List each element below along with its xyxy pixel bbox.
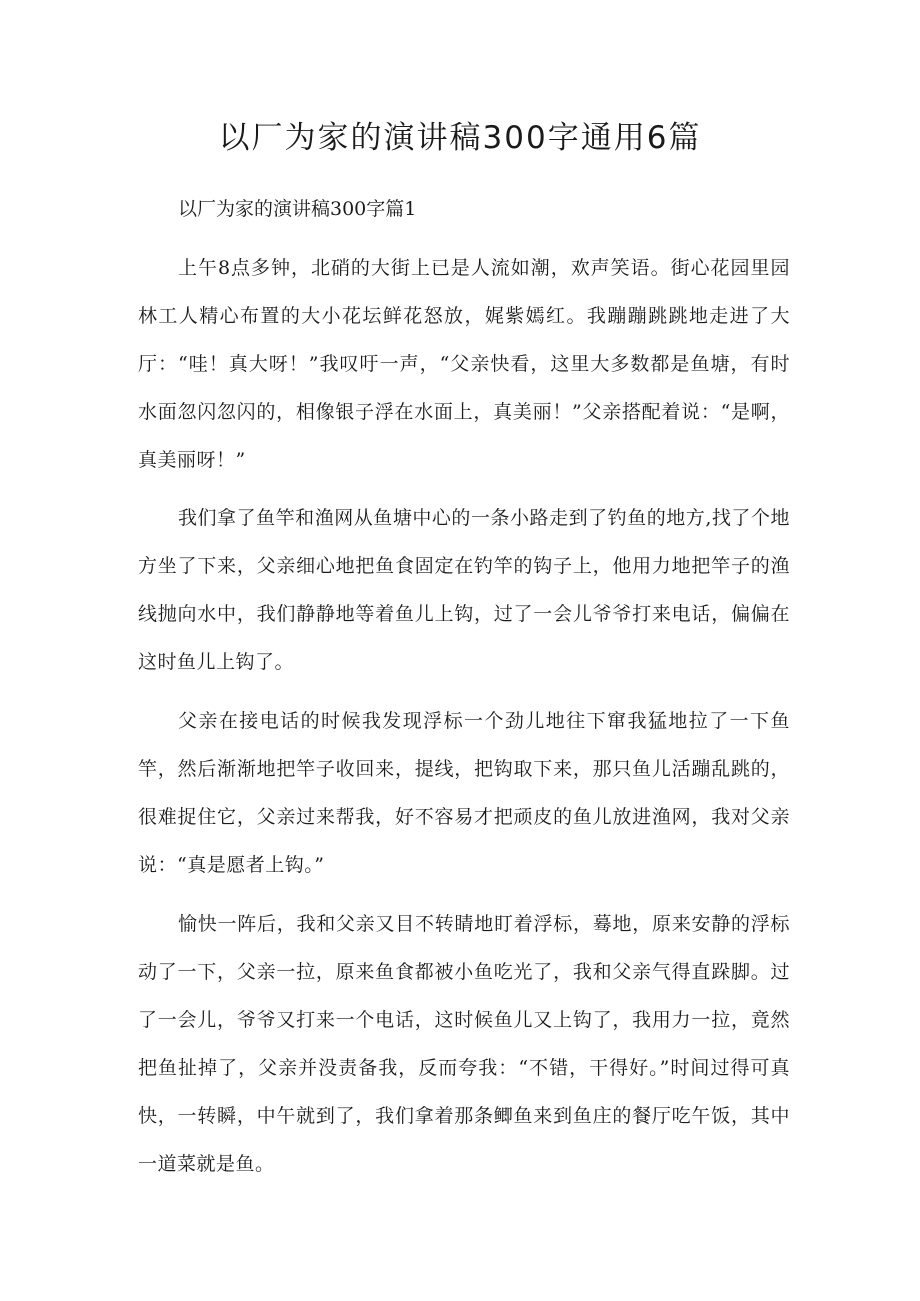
document-title: 以厂为家的演讲稿300字通用6篇 [218, 120, 702, 156]
paragraph-3: 父亲在接电话的时候我发现浮标一个劲儿地往下窜我猛地拉了一下鱼竿，然后渐渐地把竿子收回来，提线，把钩取下来，那只鱼儿活蹦乱跳的，很难捉住它，父亲过来帮我，好不容易才把顽皮的鱼儿放进渔网，我对父亲说：“真是愿者上钩。” [138, 710, 790, 876]
paragraph-2: 我们拿了鱼竿和渔网从鱼塘中心的一条小路走到了钓鱼的地方,找了个地方坐了下来，父亲细心地把鱼食固定在钓竿的钩子上，他用力地把竿子的渔线抛向水中，我们静静地等着鱼儿上钩，过了一会儿爷爷打来电话，偏偏在这时鱼儿上钩了。 [138, 507, 790, 673]
paragraph-4: 愉快一阵后，我和父亲又目不转睛地盯着浮标，蓦地，原来安静的浮标动了一下，父亲一拉，原来鱼食都被小鱼吃光了，我和父亲气得直跺脚。过了一会儿，爷爷又打来一个电话，这时候鱼儿又上钩了，我用力一拉，竟然把鱼扯掉了，父亲并没责备我，反而夸我：“不错，干得好。”时间过得可真快，一转瞬，中午就到了，我们拿着那条鲫鱼来到鱼庄的餐厅吃午饭，其中一道菜就是鱼。 [138, 913, 790, 1175]
section-heading: 以厂为家的演讲稿300字篇1 [178, 198, 417, 220]
paragraph-1: 上午8点多钟，北硝的大街上已是人流如潮，欢声笑语。街心花园里园林工人精心布置的大小花坛鲜花怒放，娓紫嫣红。我蹦蹦跳跳地走进了大厅：“哇！真大呀！”我叹吁一声，“父亲快看，这里大多数都是鱼塘，有时水面忽闪忽闪的，相像银子浮在水面上，真美丽！”父亲搭配着说：“是啊，真美丽呀！” [138, 257, 790, 471]
